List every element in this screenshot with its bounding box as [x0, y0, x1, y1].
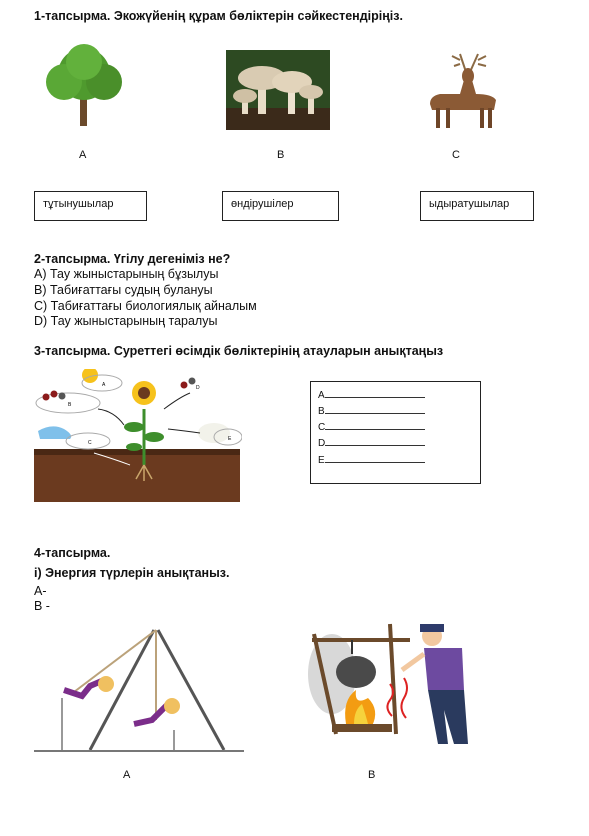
task2-title: 2-тапсырма. Үгілу дегеніміз не?: [34, 252, 231, 266]
diagram-label-a: A: [102, 382, 106, 388]
mushroom-image: [226, 50, 330, 130]
diagram-label-c: C: [88, 440, 92, 446]
answer-b[interactable]: B: [318, 404, 425, 417]
answer-b-line[interactable]: B -: [34, 599, 50, 613]
answer-a[interactable]: A: [318, 388, 425, 401]
label-b: B: [277, 149, 285, 161]
task1-title: 1-тапсырма. Экожүйенің құрам бөліктерін сәйкестендіріңіз.: [34, 9, 403, 23]
tree-image: [38, 44, 130, 130]
box-consumers[interactable]: тұтынушылар: [34, 191, 147, 221]
box-producers[interactable]: өндірушілер: [222, 191, 339, 221]
option-d[interactable]: D) Тау жыныстарының таралуы: [34, 314, 218, 328]
diagram-label-e: E: [228, 436, 232, 442]
option-c[interactable]: C) Табиғаттағы биологиялық айналым: [34, 299, 257, 313]
answer-e[interactable]: E: [318, 453, 425, 466]
option-a[interactable]: A) Тау жыныстарының бұзылуы: [34, 267, 219, 281]
plant-diagram: [34, 369, 242, 502]
diagram-label-b: B: [68, 402, 72, 408]
box-decomposers[interactable]: ыдыратушылар: [420, 191, 534, 221]
answer-d[interactable]: D: [318, 436, 425, 449]
swing-image: [34, 624, 246, 756]
task3-title: 3-тапсырма. Суреттегі өсімдік бөліктерінің атауларын анықтаңыз: [34, 344, 444, 358]
swing-label: A: [123, 769, 131, 781]
campfire-label: B: [368, 769, 376, 781]
label-a: A: [79, 149, 87, 161]
answer-a-line[interactable]: A-: [34, 584, 47, 598]
campfire-image: [292, 614, 488, 758]
answer-c[interactable]: C: [318, 420, 425, 433]
deer-image: [420, 50, 516, 132]
option-b[interactable]: B) Табиғаттағы судың булануы: [34, 283, 213, 297]
diagram-label-d: D: [196, 385, 200, 391]
label-c: C: [452, 149, 460, 161]
task4-title: 4-тапсырма.: [34, 546, 111, 560]
task4-subtitle: i) Энергия түрлерін анықтаныз.: [34, 566, 230, 580]
